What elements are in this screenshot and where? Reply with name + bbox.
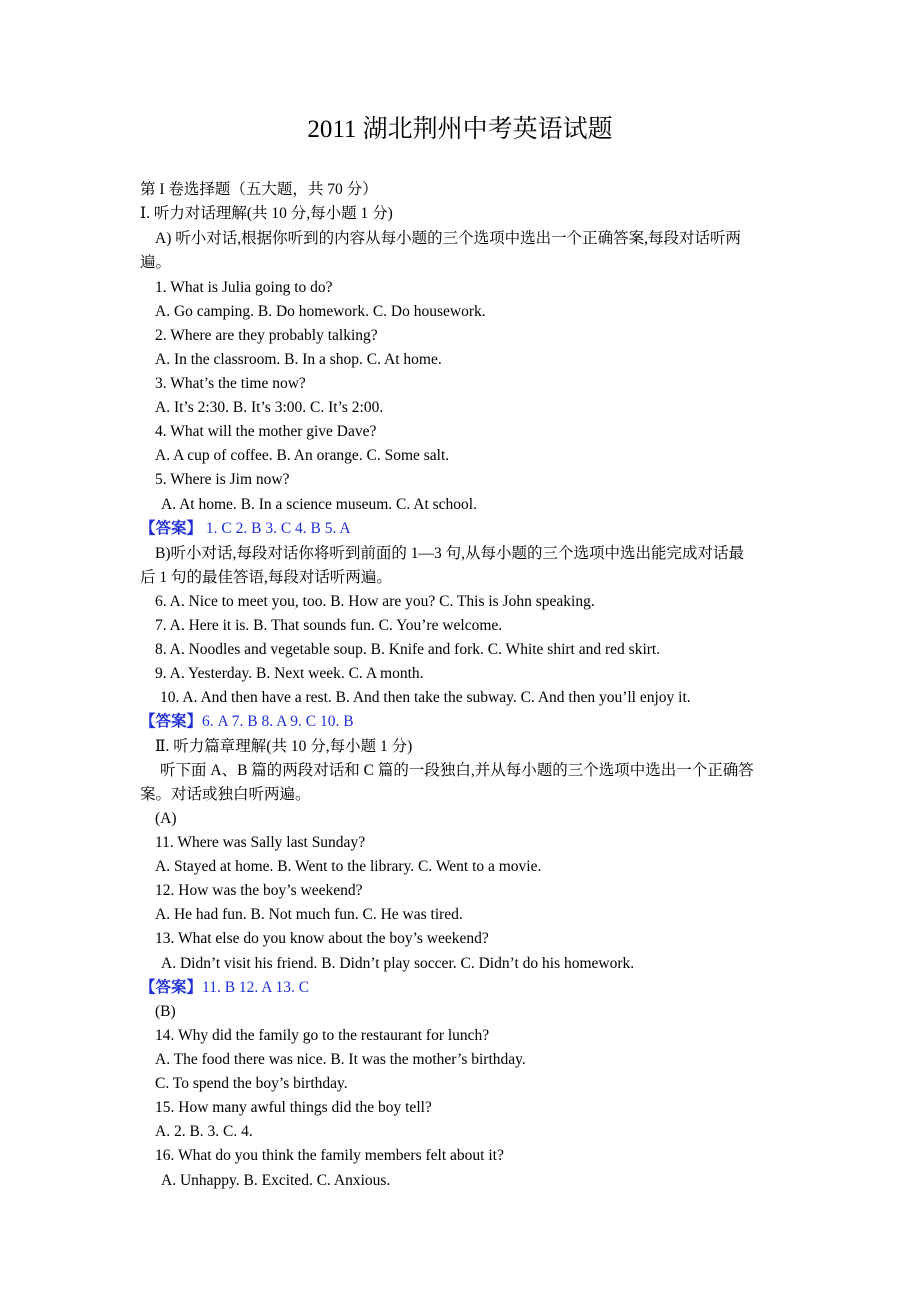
- question: 11. Where was Sally last Sunday?: [155, 834, 366, 851]
- passage-label: (B): [155, 1003, 176, 1020]
- question-options: 9. A. Yesterday. B. Next week. C. A month.: [155, 665, 424, 682]
- answer-label: 【答案】: [140, 979, 203, 996]
- question: 1. What is Julia going to do?: [155, 279, 333, 296]
- part-heading: Ⅱ. 听力篇章理解(共 10 分,每小题 1 分): [155, 738, 413, 755]
- section-header: 第 I 卷选择题（五大题，共 70 分）: [140, 181, 378, 198]
- answer-label: 【答案】: [140, 520, 203, 537]
- question: 15. How many awful things did the boy tell?: [155, 1099, 432, 1116]
- question: 16. What do you think the family members felt about it?: [155, 1147, 504, 1164]
- options: A. Go camping. B. Do homework. C. Do housework.: [155, 303, 486, 320]
- answer-row: [140, 978, 309, 998]
- question: 14. Why did the family go to the restaurant for lunch?: [155, 1027, 490, 1044]
- instruction: A) 听小对话,根据你听到的内容从每小题的三个选项中选出一个正确答案,每段对话听两: [155, 230, 741, 247]
- options: A. The food there was nice. B. It was the mother’s birthday.: [155, 1051, 526, 1068]
- instruction-continued: 遍。: [140, 254, 172, 271]
- question-options: 10. A. And then have a rest. B. And then take the subway. C. And then you’ll enjoy it.: [160, 689, 691, 706]
- question-options: 8. A. Noodles and vegetable soup. B. Knife and fork. C. White shirt and red skirt.: [155, 641, 661, 658]
- answer-row: [140, 519, 351, 539]
- part-heading: Ⅰ. 听力对话理解(共 10 分,每小题 1 分): [140, 205, 393, 222]
- question: 3. What’s the time now?: [155, 375, 306, 392]
- options: A. 2. B. 3. C. 4.: [155, 1123, 253, 1140]
- options: A. Stayed at home. B. Went to the library. C. Went to a movie.: [155, 858, 542, 875]
- instruction: B)听小对话,每段对话你将听到前面的 1—3 句,从每小题的三个选项中选出能完成对话最: [155, 545, 745, 562]
- passage-label: (A): [155, 810, 177, 827]
- answer-text: 1. C 2. B 3. C 4. B 5. A: [202, 520, 351, 537]
- options: A. It’s 2:30. B. It’s 3:00. C. It’s 2:00.: [155, 399, 384, 416]
- options: A. He had fun. B. Not much fun. C. He was tired.: [155, 906, 463, 923]
- page-title: 2011 湖北荆州中考英语试题: [307, 116, 613, 143]
- options: A. A cup of coffee. B. An orange. C. Some salt.: [155, 447, 450, 464]
- answer-row: [140, 712, 354, 732]
- answer-text: 11. B 12. A 13. C: [202, 979, 310, 996]
- question: 13. What else do you know about the boy’s weekend?: [155, 930, 489, 947]
- options: C. To spend the boy’s birthday.: [155, 1075, 348, 1092]
- question: 2. Where are they probably talking?: [155, 327, 378, 344]
- options: A. Unhappy. B. Excited. C. Anxious.: [161, 1172, 391, 1189]
- answer-text: 6. A 7. B 8. A 9. C 10. B: [202, 713, 354, 730]
- answer-label: 【答案】: [140, 713, 203, 730]
- question: 5. Where is Jim now?: [155, 471, 290, 488]
- instruction: 听下面 A、B 篇的两段对话和 C 篇的一段独白,并从每小题的三个选项中选出一个正确答: [160, 762, 754, 779]
- instruction-continued: 案。对话或独白听两遍。: [140, 786, 311, 803]
- options: A. Didn’t visit his friend. B. Didn’t play soccer. C. Didn’t do his homework.: [161, 955, 635, 972]
- options: A. At home. B. In a science museum. C. At school.: [161, 496, 477, 513]
- instruction-continued: 后 1 句的最佳答语,每段对话听两遍。: [140, 569, 392, 586]
- question: 4. What will the mother give Dave?: [155, 423, 377, 440]
- options: A. In the classroom. B. In a shop. C. At home.: [155, 351, 442, 368]
- question: 12. How was the boy’s weekend?: [155, 882, 363, 899]
- question-options: 6. A. Nice to meet you, too. B. How are you? C. This is John speaking.: [155, 593, 595, 610]
- question-options: 7. A. Here it is. B. That sounds fun. C. You’re welcome.: [155, 617, 503, 634]
